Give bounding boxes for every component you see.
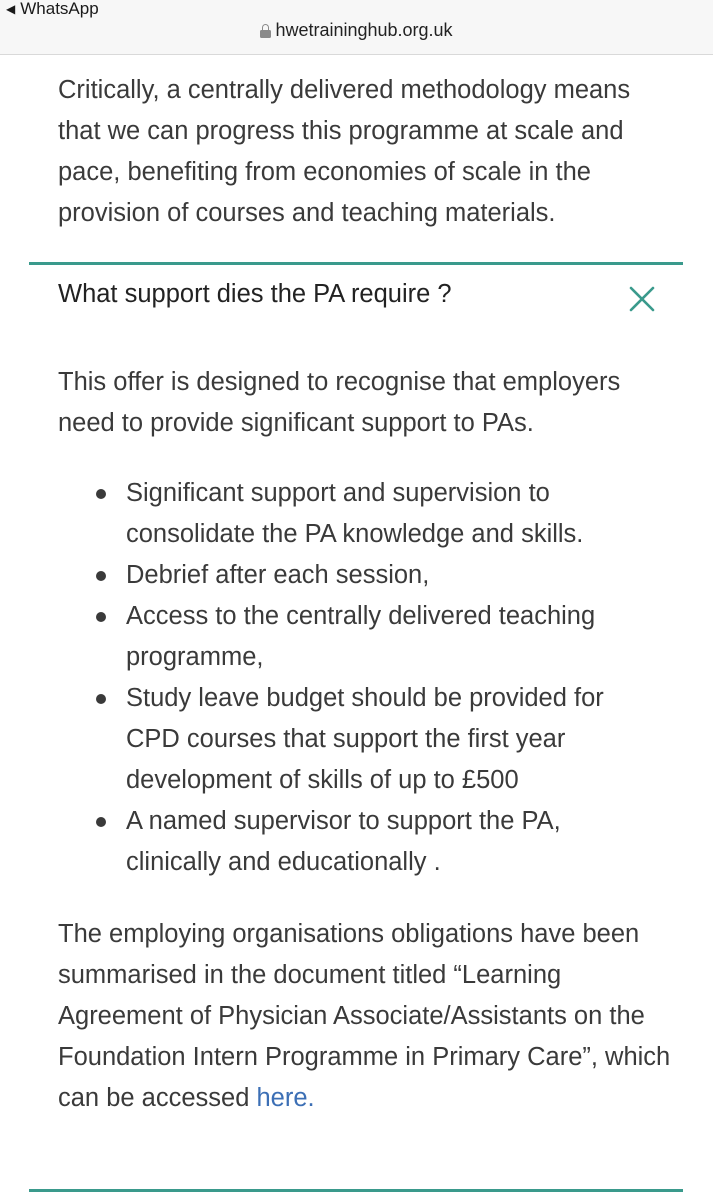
accordion-title[interactable]: What support dies the PA require ? [58,280,452,308]
closing-text: The employing organisations obligations have been summarised in the document titled “Learning Agreement of Physician Associate/Assistants on the Foundation Intern Programme in Primary Care”, which can be accessed [58,920,671,1112]
address-bar[interactable] [0,20,713,41]
list-item: Debrief after each session, [58,555,658,596]
list-item: Significant support and supervision to consolidate the PA knowledge and skills. [58,473,658,555]
url-text: hwetraininghub.org.uk [275,20,453,40]
accordion-bottom-divider [29,1189,683,1192]
list-item: A named supervisor to support the PA, clinically and educationally . [58,801,658,883]
intro-paragraph: Critically, a centrally delivered methodology means that we can progress this programme at scale and pace, benefiting from economies of scale in the provision of courses and teaching materials. [58,76,631,227]
browser-status-bar [0,0,713,55]
back-label: WhatsApp [20,0,99,18]
lock-icon [260,24,271,38]
back-arrow-icon: ◀ [6,2,16,16]
list-item: Access to the centrally delivered teaching programme, [58,596,658,678]
accordion-intro: This offer is designed to recognise that employers need to provide significant support to PAs. [58,368,621,437]
closing-paragraph [58,914,678,1119]
list-item: Study leave budget should be provided for CPD courses that support the first year development of skills of up to £500 [58,678,658,801]
accordion-top-divider [29,262,683,265]
here-link[interactable]: here. [256,1084,315,1112]
back-to-whatsapp-button[interactable] [6,0,99,21]
support-list [58,473,658,883]
close-icon[interactable] [624,281,660,317]
